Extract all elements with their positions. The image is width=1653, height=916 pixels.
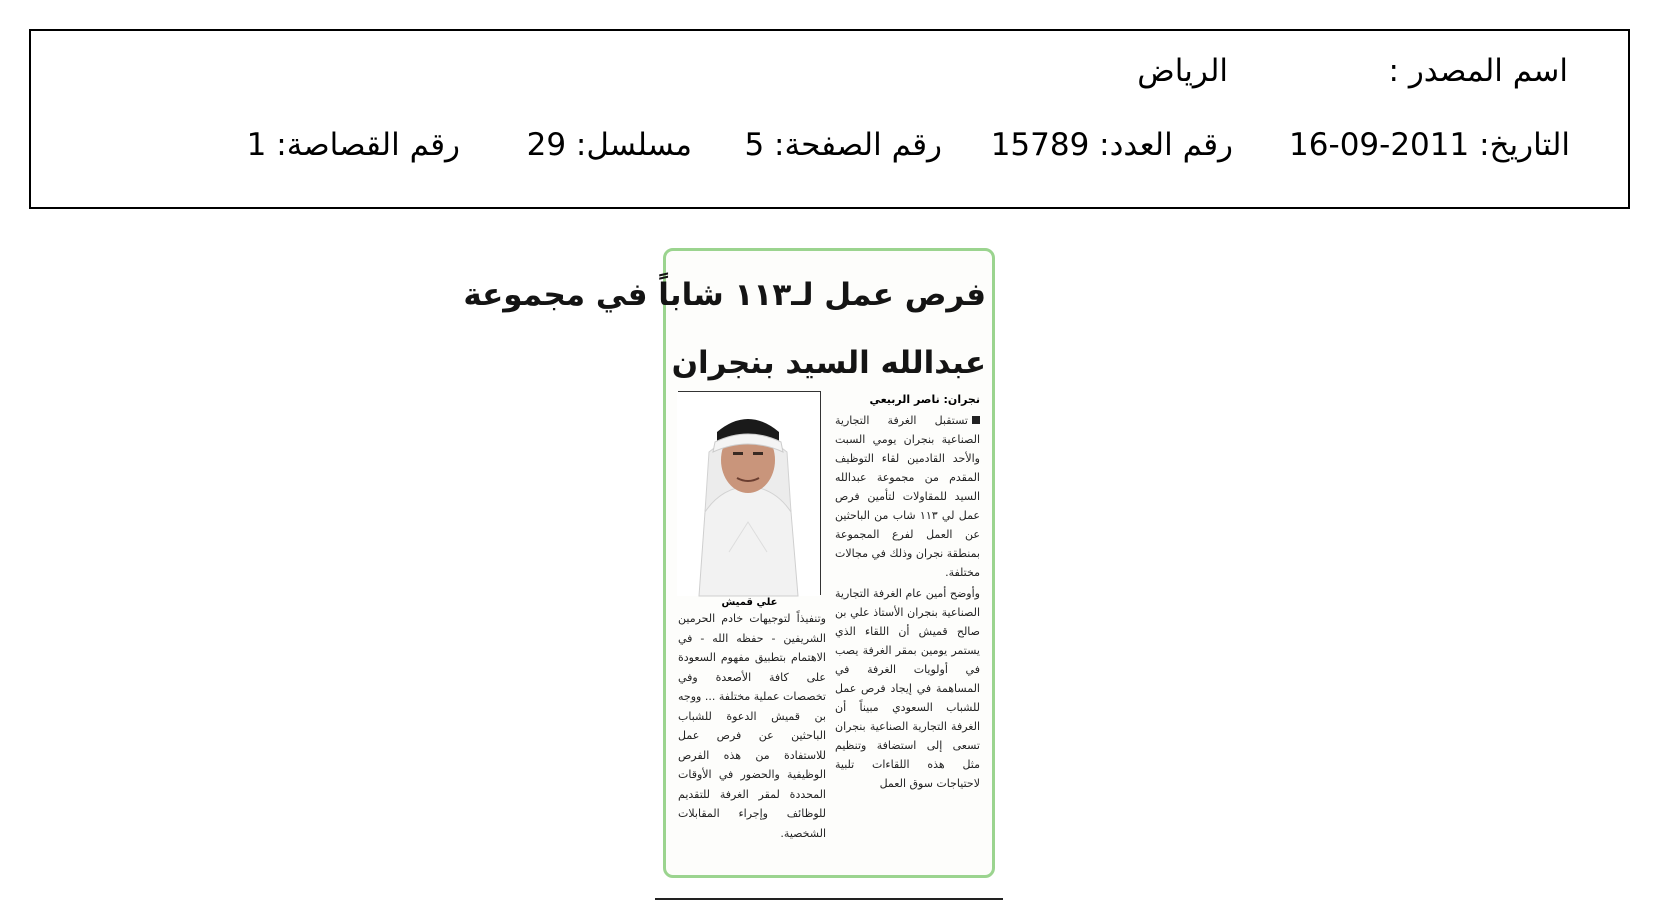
source-value: الرياض xyxy=(1137,53,1228,89)
newspaper-clipping xyxy=(463,248,995,878)
serial-field: مسلسل: 29 xyxy=(526,127,692,163)
issue-number-field: رقم العدد: 15789 xyxy=(990,127,1233,163)
article-paragraph-2: وأوضح أمين عام الغرفة التجارية الصناعية بنجران الأستاذ علي بن صالح قميش أن اللقاء الذي يستمر يومين بمقر الغرفة يصب في أولويات الغرفة في المساهمة في إيجاد فرص عمل للشباب السعودي مبيناً أن الغرفة التجارية الصناعية بنجران تسعى إلى استضافة وتنظيم مثل هذه اللقاءات تلبية لاحتياجات سوق العمل xyxy=(835,587,980,790)
article-column-right xyxy=(835,411,980,866)
article-paragraph-1 xyxy=(835,411,980,582)
portrait-image xyxy=(677,392,820,596)
headline-line-2: عبدالله السيد بنجران xyxy=(671,345,986,381)
clip-number-field: رقم القصاصة: 1 xyxy=(246,127,460,163)
article-headline xyxy=(463,261,986,397)
separator-rule xyxy=(655,898,1003,900)
source-info-box xyxy=(29,29,1630,209)
photo-caption: علي قميش xyxy=(721,597,778,608)
person-photo xyxy=(678,391,821,595)
date-field: التاريخ: 2011-09-16 xyxy=(1289,127,1570,163)
bullet-icon xyxy=(972,416,980,424)
article-paragraph-3: وتنفيذاً لتوجيهات خادم الحرمين الشريفين - حفظه الله - في الاهتمام بتطبيق مفهوم السعودة على كافة الأصعدة وفي تخصصات عملية مختلفة ... ووجه بن قميش الدعوة للشباب الباحثين عن فرص عمل للاستفادة من هذه الفرص الوظيفية والحضور في الأوقات المحددة لمقر الغرفة للتقديم للوظائف وإجراء المقابلات الشخصية. xyxy=(678,612,826,840)
page-number-field: رقم الصفحة: 5 xyxy=(744,127,942,163)
headline-line-1: فرص عمل لـ١١٣ شاباً في مجموعة xyxy=(463,277,986,313)
paragraph-1-text: تستقبل الغرفة التجارية الصناعية بنجران يومي السبت والأحد القادمين لقاء التوظيف المقدم من مجموعة عبدالله السيد للمقاولات لتأمين فرص عمل لي ١١٣ شاب من الباحثين عن العمل لفرع المجموعة بمنطقة نجران وذلك في مجالات مختلفة. xyxy=(835,414,980,579)
article-byline: نجران: ناصر الربيعي xyxy=(869,393,980,406)
article-column-left xyxy=(678,609,826,869)
source-label: اسم المصدر : xyxy=(1388,53,1568,89)
